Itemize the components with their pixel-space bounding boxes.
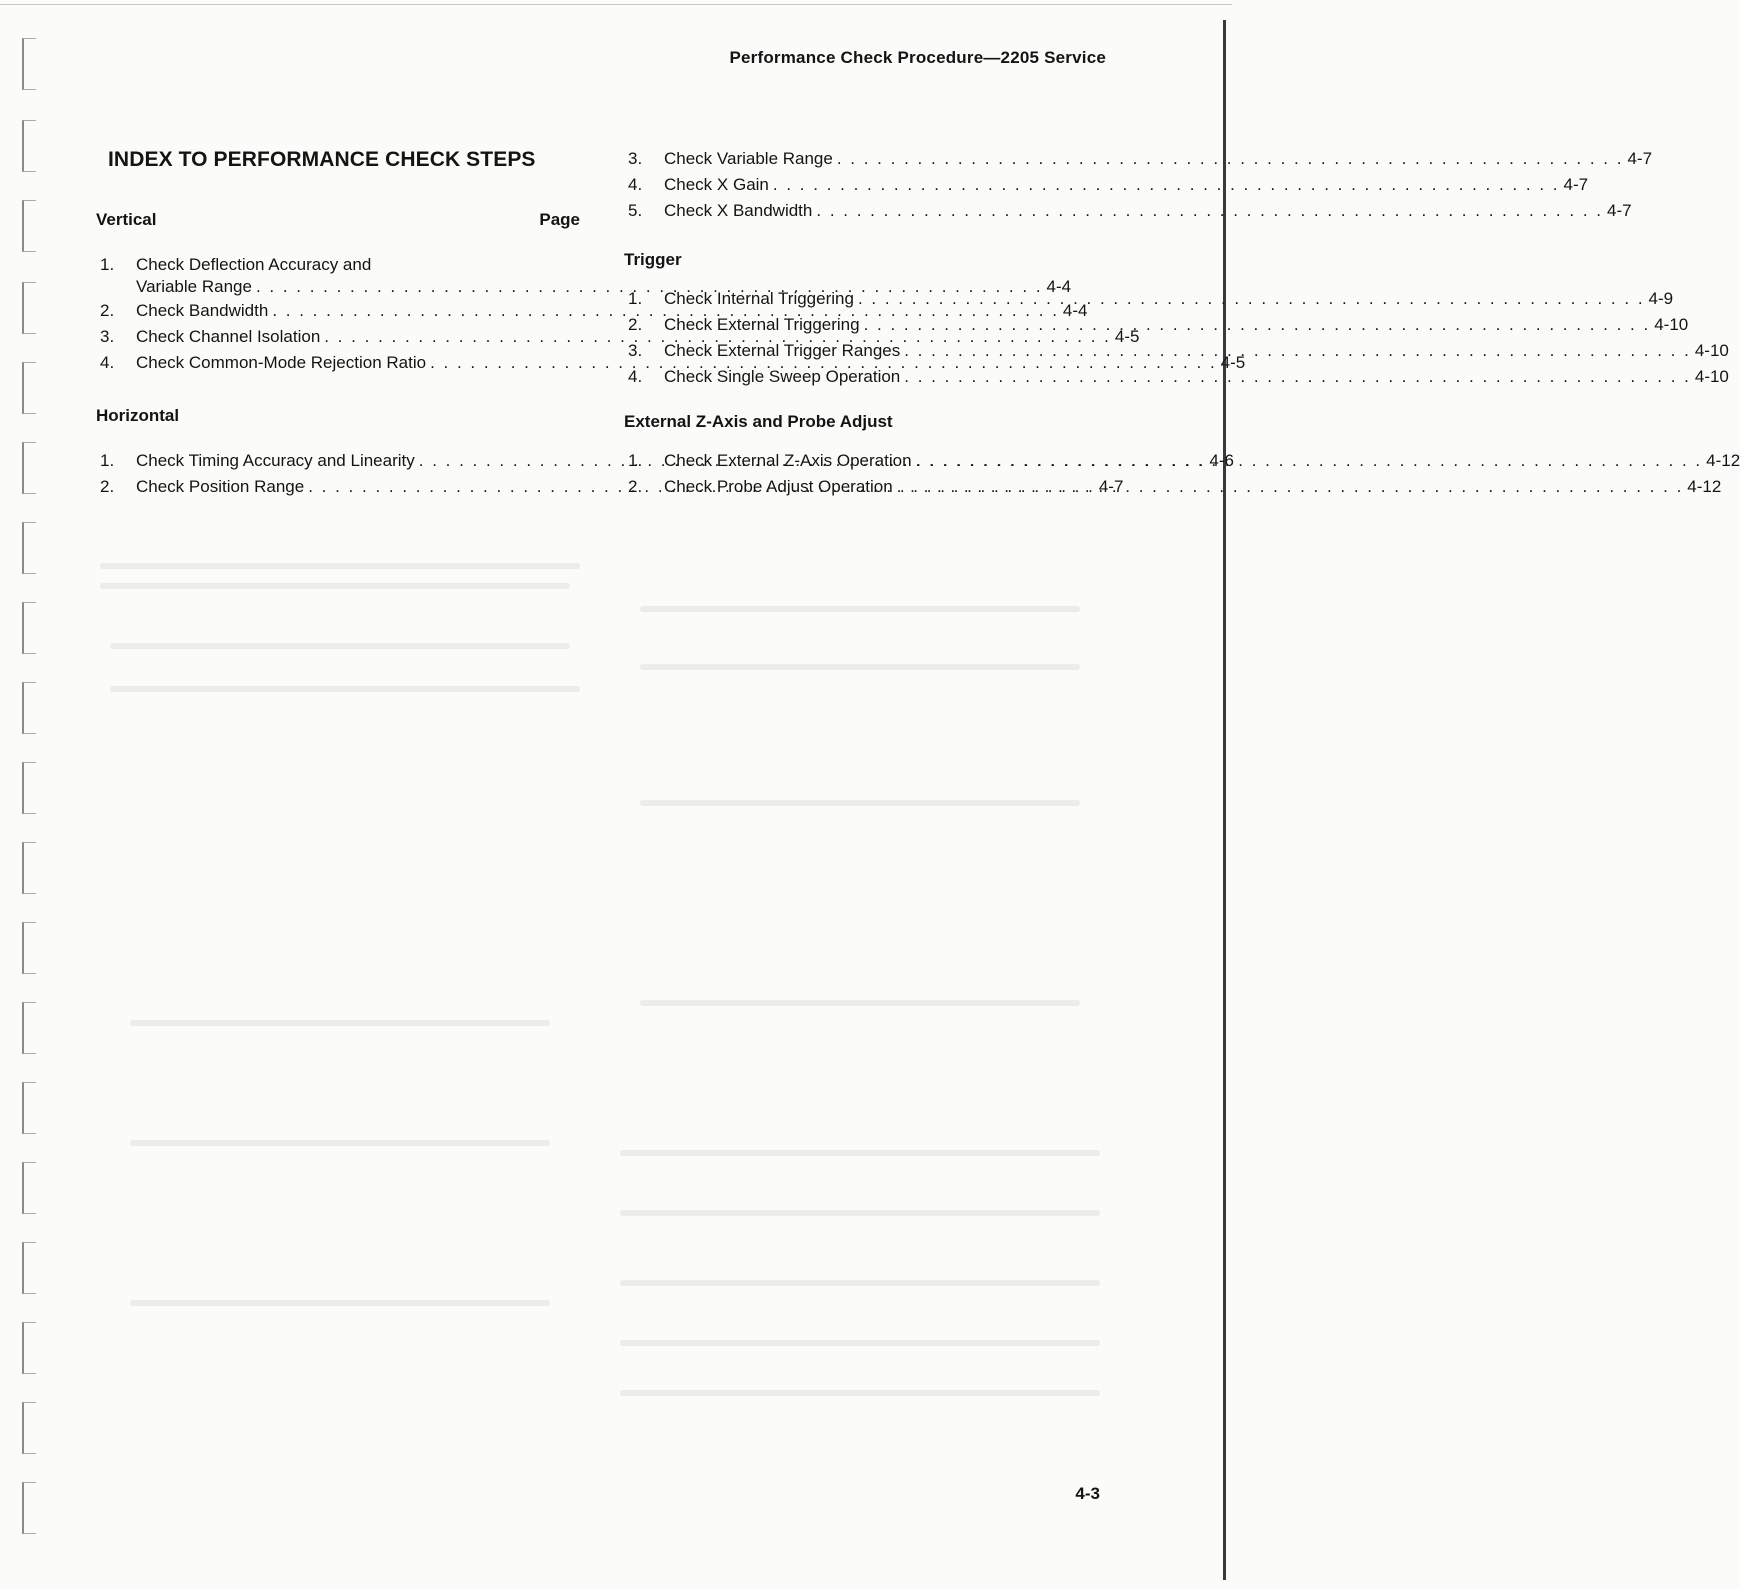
vertical-heading: Vertical [96, 210, 157, 229]
bleed-through [130, 1300, 550, 1306]
dot-leader [773, 172, 1560, 198]
binder-mark [22, 120, 36, 172]
index-title: INDEX TO PERFORMANCE CHECK STEPS [108, 148, 536, 171]
dot-leader [864, 312, 1651, 338]
entry-page: 4-10 [1654, 315, 1689, 334]
entry-label: Check Deflection Accuracy and [136, 255, 372, 274]
dot-leader [897, 474, 1684, 500]
entry-page: 4-12 [1706, 451, 1740, 470]
dot-leader [904, 364, 1691, 390]
entry-number: 1. [100, 451, 115, 470]
bleed-through [100, 563, 580, 569]
index-entry[interactable] [624, 364, 1729, 390]
binder-mark [22, 38, 36, 90]
vertical-section-header [96, 210, 580, 230]
entry-label: Check Internal Triggering [664, 289, 854, 308]
page-top-edge [0, 4, 1232, 5]
entry-page: 4-5 [1114, 327, 1140, 346]
entry-label-continued: Variable Range [136, 277, 252, 296]
entry-number: 2. [100, 301, 115, 320]
entry-number: 4. [628, 367, 643, 386]
entry-page: 4-9 [1648, 289, 1674, 308]
index-entry[interactable] [624, 198, 1632, 224]
index-entry[interactable] [624, 172, 1589, 198]
binder-mark [22, 1322, 36, 1374]
bleed-through [640, 606, 1080, 612]
bleed-through [620, 1340, 1100, 1346]
entry-number: 1. [628, 289, 643, 308]
binder-mark [22, 442, 36, 494]
binder-mark [22, 1402, 36, 1454]
binder-mark [22, 682, 36, 734]
bleed-through [620, 1390, 1100, 1396]
bleed-through [110, 686, 580, 692]
binder-mark [22, 282, 36, 334]
binder-mark [22, 362, 36, 414]
entry-number: 2. [628, 477, 643, 496]
entry-number: 2. [628, 315, 643, 334]
bleed-through [110, 643, 570, 649]
trigger-section-header [624, 250, 1108, 270]
bleed-through [620, 1280, 1100, 1286]
horizontal-section-header [96, 406, 580, 426]
entry-page: 4-7 [1098, 477, 1124, 496]
entry-number: 1. [100, 255, 115, 274]
page-number: 4-3 [1075, 1484, 1100, 1503]
entry-label: Check Channel Isolation [136, 327, 321, 346]
dot-leader [904, 338, 1691, 364]
binder-mark [22, 842, 36, 894]
binder-mark [22, 1162, 36, 1214]
entry-page: 4-10 [1694, 341, 1729, 360]
running-head: Performance Check Procedure—2205 Service [729, 48, 1106, 67]
binder-mark [22, 1082, 36, 1134]
entry-page: 4-4 [1046, 277, 1072, 296]
horizontal-heading: Horizontal [96, 406, 180, 425]
entry-label: Check X Gain [664, 175, 769, 194]
index-entry[interactable] [624, 286, 1674, 312]
entry-page: 4-5 [1220, 353, 1246, 372]
binder-mark [22, 1482, 36, 1534]
page-right-edge [1223, 20, 1226, 1580]
horizontal-list-part2 [624, 146, 1653, 224]
entry-number: 3. [628, 149, 643, 168]
trigger-heading: Trigger [624, 250, 682, 269]
entry-number: 3. [628, 341, 643, 360]
entry-page: 4-10 [1694, 367, 1729, 386]
entry-number: 5. [628, 201, 643, 220]
dot-leader [837, 146, 1624, 172]
zaxis-section-header [624, 412, 1108, 432]
binder-mark [22, 522, 36, 574]
entry-label: Check X Bandwidth [664, 201, 813, 220]
dot-leader [858, 286, 1645, 312]
entry-page: 4-7 [1606, 201, 1632, 220]
entry-label: Check External Z-Axis Operation [664, 451, 912, 470]
bleed-through [640, 664, 1080, 670]
entry-label: Check Probe Adjust Operation [664, 477, 893, 496]
entry-label: Check Common-Mode Rejection Ratio [136, 353, 427, 372]
entry-label: Check Single Sweep Operation [664, 367, 901, 386]
entry-number: 4. [100, 353, 115, 372]
entry-label: Check Position Range [136, 477, 305, 496]
zaxis-heading: External Z-Axis and Probe Adjust [624, 412, 893, 431]
entry-page: 4-7 [1563, 175, 1589, 194]
entry-label: Check External Triggering [664, 315, 860, 334]
binder-mark [22, 200, 36, 252]
bleed-through [100, 583, 570, 589]
bleed-through [130, 1020, 550, 1026]
entry-label: Check Variable Range [664, 149, 833, 168]
binder-mark [22, 1242, 36, 1294]
entry-label: Check Timing Accuracy and Linearity [136, 451, 415, 470]
entry-number: 3. [100, 327, 115, 346]
index-entry[interactable] [624, 146, 1653, 172]
entry-label: Check Bandwidth [136, 301, 269, 320]
bleed-through [640, 1000, 1080, 1006]
entry-page: 4-6 [1209, 451, 1234, 470]
entry-page: 4-4 [1062, 301, 1088, 320]
entry-page: 4-7 [1627, 149, 1653, 168]
dot-leader [916, 448, 1703, 474]
entry-label: Check External Trigger Ranges [664, 341, 901, 360]
bleed-through [130, 1140, 550, 1146]
binder-mark [22, 602, 36, 654]
bleed-through [620, 1210, 1100, 1216]
entry-page: 4-12 [1687, 477, 1722, 496]
bleed-through [640, 800, 1080, 806]
binder-mark [22, 1002, 36, 1054]
entry-number: 4. [628, 175, 643, 194]
entry-number: 1. [628, 451, 643, 470]
entry-number: 2. [100, 477, 115, 496]
bleed-through [620, 1150, 1100, 1156]
dot-leader [816, 198, 1603, 224]
page-column-label: Page [539, 210, 580, 229]
binder-mark [22, 922, 36, 974]
binder-mark [22, 762, 36, 814]
